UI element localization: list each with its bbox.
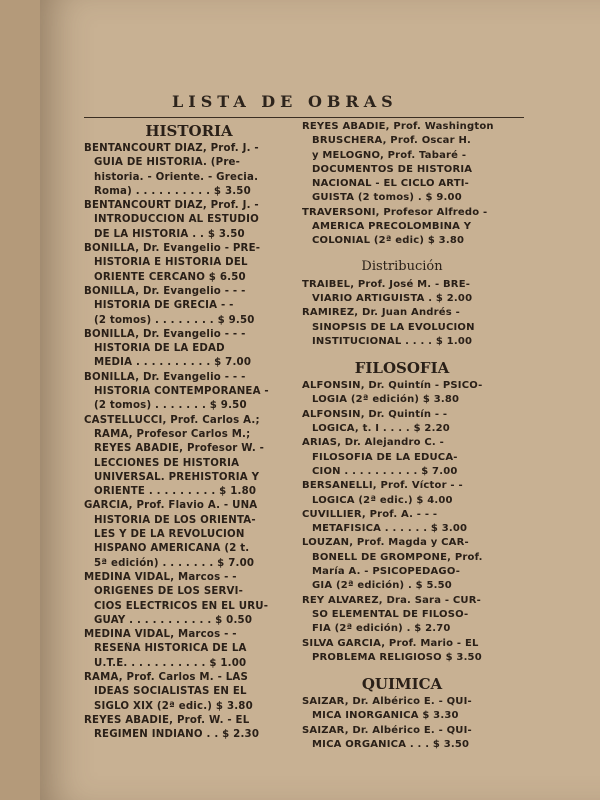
entry-line: FIA (2ª edición) . $ 2.70	[312, 623, 451, 635]
catalog-entry	[302, 594, 502, 637]
entry-line: REGIMEN INDIANO . . $ 2.30	[94, 729, 260, 741]
catalog-entry	[84, 199, 294, 242]
catalog-entry	[84, 714, 294, 743]
catalog-entry	[84, 671, 294, 714]
entry-line: TRAIBEL, Prof. José M. - BRE-	[302, 278, 471, 290]
catalog-entry	[302, 536, 502, 593]
entry-line: CUVILLIER, Prof. A. - - -	[302, 508, 438, 520]
catalog-entry	[302, 637, 502, 666]
entry-line: GUIA DE HISTORIA. (Pre-	[94, 157, 241, 169]
catalog-entry	[302, 206, 502, 249]
entry-line: LOUZAN, Prof. Magda y CAR-	[302, 537, 469, 549]
entry-line: BRUSCHERA, Prof. Oscar H.	[312, 135, 472, 147]
catalog-entry	[84, 142, 294, 199]
entry-line: BONILLA, Dr. Evangelio - PRE-	[84, 243, 261, 255]
entry-line: ORIENTE CERCANO $ 6.50	[94, 271, 246, 283]
entry-line: BONELL DE GROMPONE, Prof.	[312, 551, 483, 563]
entry-line: HISTORIA CONTEMPORANEA -	[94, 386, 269, 398]
catalog-entry	[84, 371, 294, 414]
section-heading-filosofia: FILOSOFIA	[354, 359, 450, 378]
entry-line: REYES ABADIE, Prof. Washington	[302, 121, 494, 132]
entry-line: SAIZAR, Dr. Albérico E. - QUI-	[302, 724, 472, 736]
right-sections	[302, 259, 502, 753]
entry-line: HISTORIA DE LOS ORIENTA-	[94, 514, 256, 526]
entry-line: MEDINA VIDAL, Marcos - -	[84, 629, 237, 641]
entry-line: HISTORIA DE LA EDAD	[94, 343, 225, 355]
entry-line: HISPANO AMERICANA (2 t.	[94, 543, 250, 555]
entry-line: RAMA, Prof. Carlos M. - LAS	[84, 671, 249, 683]
entry-line: (2 tomos) . . . . . . . . $ 9.50	[94, 314, 255, 326]
entry-line: MEDIA . . . . . . . . . . $ 7.00	[94, 357, 252, 369]
entry-line: ARIAS, Dr. Alejandro C. -	[302, 437, 444, 449]
entry-line: IDEAS SOCIALISTAS EN EL	[94, 686, 247, 698]
entry-line: RAMA, Profesor Carlos M.;	[94, 428, 251, 440]
entry-line: VIARIO ARTIGUISTA . $ 2.00	[312, 292, 473, 304]
entry-line: NACIONAL - EL CICLO ARTI-	[312, 178, 470, 190]
entry-line: REYES ABADIE, Profesor W. -	[94, 443, 265, 455]
entry-line: Roma) . . . . . . . . . . $ 3.50	[94, 185, 251, 197]
catalog-entry	[302, 695, 502, 724]
section-heading-historia: HISTORIA	[145, 122, 233, 140]
entry-line: GARCIA, Prof. Flavio A. - UNA	[84, 500, 258, 512]
entry-line: GUAY . . . . . . . . . . . $ 0.50	[94, 614, 253, 626]
entry-line: GIA (2ª edición) . $ 5.50	[312, 580, 452, 592]
catalog-entry	[84, 242, 294, 285]
entry-line: LECCIONES DE HISTORIA	[94, 457, 240, 469]
entry-line: MICA ORGANICA . . . $ 3.50	[312, 738, 470, 750]
entry-line: LOGIA (2ª edición) $ 3.80	[312, 394, 460, 406]
entry-line: AMERICA PRECOLOMBINA Y	[312, 221, 472, 233]
left-column	[84, 120, 294, 742]
section-entries	[302, 379, 502, 665]
entry-line: U.T.E. . . . . . . . . . . $ 1.00	[94, 657, 247, 669]
entry-line: ORIENTE . . . . . . . . . $ 1.80	[94, 486, 257, 498]
entry-line: ORIGENES DE LOS SERVI-	[94, 586, 244, 598]
entry-line: BONILLA, Dr. Evangelio - - -	[84, 371, 246, 383]
entry-line: LES Y DE LA REVOLUCION	[94, 529, 245, 541]
entry-line: SAIZAR, Dr. Albérico E. - QUI-	[302, 696, 472, 708]
entry-line: y MELOGNO, Prof. Tabaré -	[312, 149, 467, 161]
catalog-entry	[84, 571, 294, 628]
entry-line: INTRODUCCION AL ESTUDIO	[94, 214, 259, 226]
catalog-entry	[84, 499, 294, 570]
catalog-entry	[302, 479, 502, 508]
entry-line: BENTANCOURT DIAZ, Prof. J. -	[84, 143, 259, 154]
entry-line: CIOS ELECTRICOS EN EL URU-	[94, 600, 269, 612]
catalog-entry	[302, 408, 502, 437]
entry-line: historia. - Oriente. - Grecia.	[94, 171, 259, 183]
entry-line: SIGLO XIX (2ª edic.) $ 3.80	[94, 700, 253, 712]
entry-line: REY ALVAREZ, Dra. Sara - CUR-	[302, 594, 481, 606]
entry-line: SO ELEMENTAL DE FILOSO-	[312, 608, 469, 620]
entry-line: BONILLA, Dr. Evangelio - - -	[84, 285, 246, 297]
entry-line: ALFONSIN, Dr. Quintín - PSICO-	[302, 380, 483, 392]
entry-line: LOGICA, t. I . . . . $ 2.20	[312, 423, 450, 435]
entry-line: ALFONSIN, Dr. Quintín - -	[302, 408, 448, 420]
catalog-entry	[302, 724, 502, 753]
entry-line: CION . . . . . . . . . . $ 7.00	[312, 465, 458, 477]
entry-line: RESEÑA HISTORICA DE LA	[94, 643, 247, 655]
section-heading-distribucin: Distribución	[361, 258, 443, 274]
entry-line: SILVA GARCIA, Prof. Mario - EL	[302, 637, 479, 649]
right-column	[302, 120, 502, 752]
entry-line: DE LA HISTORIA . . $ 3.50	[94, 228, 245, 240]
section-entries	[302, 278, 502, 349]
page-title: LISTA DE OBRAS	[172, 92, 398, 111]
section-heading-quimica: QUIMICA	[361, 675, 443, 694]
catalog-entry	[302, 306, 502, 349]
section-entries	[302, 695, 502, 752]
entry-line: MICA INORGANICA $ 3.30	[312, 710, 459, 722]
catalog-entry	[302, 120, 502, 206]
historia-continued-entries	[302, 120, 502, 249]
catalog-entry	[84, 414, 294, 500]
entry-line: DOCUMENTOS DE HISTORIA	[312, 163, 473, 175]
entry-line: COLONIAL (2ª edic) $ 3.80	[312, 235, 465, 247]
entry-line: RAMIREZ, Dr. Juan Andrés -	[302, 307, 460, 319]
entry-line: REYES ABADIE, Prof. W. - EL	[84, 714, 250, 726]
historia-entries	[84, 142, 294, 742]
catalog-entry	[302, 379, 502, 408]
entry-line: María A. - PSICOPEDAGO-	[312, 566, 461, 578]
entry-line: FILOSOFIA DE LA EDUCA-	[312, 451, 458, 463]
entry-line: BENTANCOURT DIAZ, Prof. J. -	[84, 200, 259, 212]
catalog-entry	[84, 328, 294, 371]
catalog-entry	[302, 508, 502, 537]
entry-line: MEDINA VIDAL, Marcos - -	[84, 571, 237, 583]
entry-line: CASTELLUCCI, Prof. Carlos A.;	[84, 414, 260, 426]
entry-line: GUISTA (2 tomos) . $ 9.00	[312, 192, 462, 204]
entry-line: LOGICA (2ª edic.) $ 4.00	[312, 494, 453, 506]
entry-line: (2 tomos) . . . . . . . $ 9.50	[94, 400, 247, 412]
entry-line: INSTITUCIONAL . . . . $ 1.00	[312, 335, 473, 347]
entry-line: HISTORIA DE GRECIA - -	[94, 300, 234, 312]
catalog-entry	[84, 285, 294, 328]
entry-line: METAFISICA . . . . . . $ 3.00	[312, 523, 468, 535]
entry-line: TRAVERSONI, Profesor Alfredo -	[302, 206, 488, 218]
title-rule	[84, 117, 524, 118]
entry-line: HISTORIA E HISTORIA DEL	[94, 257, 248, 269]
entry-line: PROBLEMA RELIGIOSO $ 3.50	[312, 651, 482, 663]
catalog-entry	[302, 278, 502, 307]
catalog-entry	[302, 436, 502, 479]
entry-line: BONILLA, Dr. Evangelio - - -	[84, 328, 246, 340]
catalog-entry	[84, 628, 294, 671]
entry-line: SINOPSIS DE LA EVOLUCION	[312, 321, 475, 333]
entry-line: UNIVERSAL. PREHISTORIA Y	[94, 471, 260, 483]
entry-line: 5ª edición) . . . . . . . $ 7.00	[94, 557, 255, 569]
entry-line: BERSANELLI, Prof. Víctor - -	[302, 480, 463, 492]
